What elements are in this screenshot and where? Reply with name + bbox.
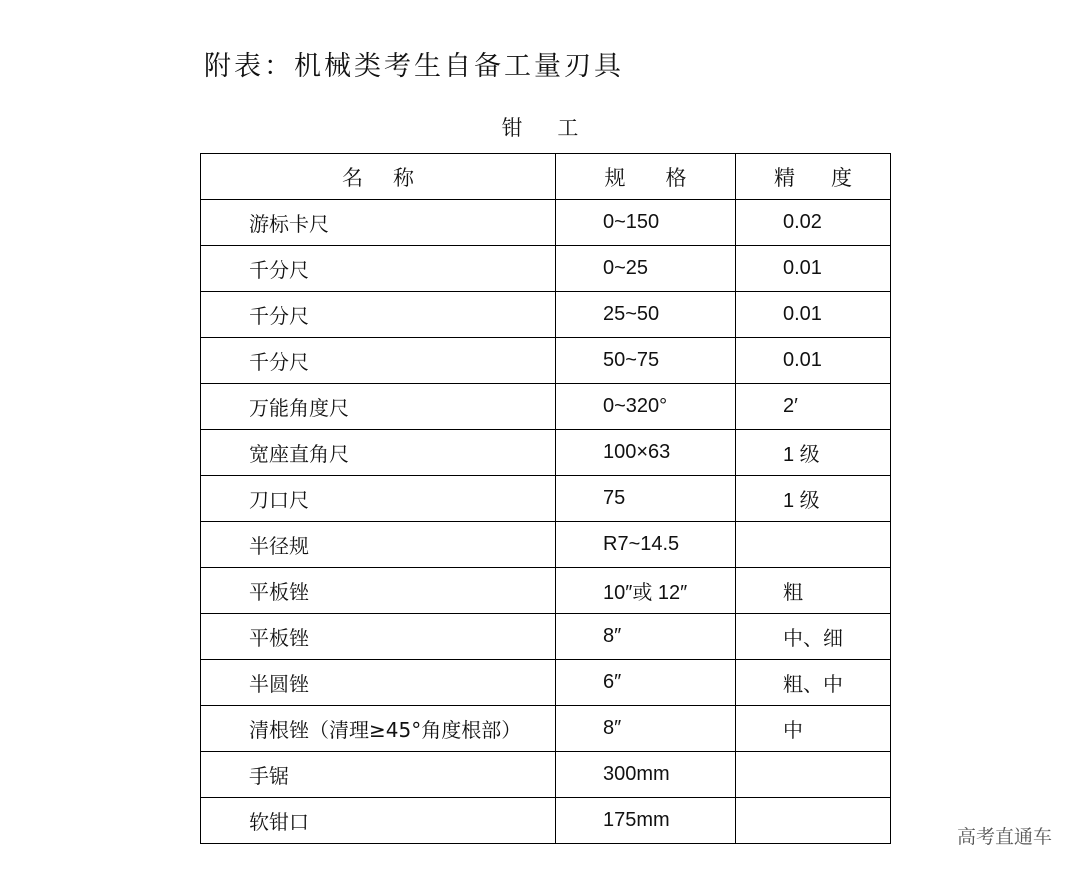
table-row xyxy=(201,798,891,844)
watermark-text: 高考直通车 xyxy=(956,826,1052,848)
cell-name: 半圆锉 xyxy=(201,660,556,706)
cell-spec: 0~150 xyxy=(556,200,736,246)
cell-name: 千分尺 xyxy=(201,292,556,338)
cell-name: 万能角度尺 xyxy=(201,384,556,430)
cell-spec: 100×63 xyxy=(556,430,736,476)
cell-precision: 粗 xyxy=(736,568,891,614)
table-row xyxy=(201,292,891,338)
table-row xyxy=(201,752,891,798)
table-row xyxy=(201,706,891,752)
cell-name: 千分尺 xyxy=(201,246,556,292)
cell-name: 软钳口 xyxy=(201,798,556,844)
cell-spec: 50~75 xyxy=(556,338,736,384)
document-title: 附表：机械类考生自备工量刃具 xyxy=(204,51,624,82)
cell-spec: 175mm xyxy=(556,798,736,844)
cell-spec: 10″或 12″ xyxy=(556,568,736,614)
tools-table xyxy=(200,153,891,844)
cell-precision: 0.01 xyxy=(736,338,891,384)
table-row xyxy=(201,568,891,614)
table-row xyxy=(201,200,891,246)
header-precision: 精度 xyxy=(736,154,891,200)
cell-spec: R7~14.5 xyxy=(556,522,736,568)
cell-spec: 6″ xyxy=(556,660,736,706)
table-body xyxy=(201,200,891,844)
cell-spec: 8″ xyxy=(556,706,736,752)
cell-precision: 中 xyxy=(736,706,891,752)
cell-precision: 粗、中 xyxy=(736,660,891,706)
cell-spec: 25~50 xyxy=(556,292,736,338)
cell-name: 平板锉 xyxy=(201,568,556,614)
section-title: 钳 工 xyxy=(501,116,593,140)
cell-precision: 0.01 xyxy=(736,246,891,292)
header-name: 名称 xyxy=(201,154,556,200)
table-row xyxy=(201,476,891,522)
cell-name: 平板锉 xyxy=(201,614,556,660)
table-row xyxy=(201,614,891,660)
cell-name: 宽座直角尺 xyxy=(201,430,556,476)
cell-spec: 0~320° xyxy=(556,384,736,430)
cell-spec: 0~25 xyxy=(556,246,736,292)
cell-precision: 0.02 xyxy=(736,200,891,246)
table-row xyxy=(201,430,891,476)
cell-precision: 1 级 xyxy=(736,430,891,476)
cell-precision xyxy=(736,752,891,798)
header-spec: 规格 xyxy=(556,154,736,200)
cell-precision xyxy=(736,522,891,568)
cell-name: 手锯 xyxy=(201,752,556,798)
cell-spec: 75 xyxy=(556,476,736,522)
cell-name: 刀口尺 xyxy=(201,476,556,522)
cell-spec: 8″ xyxy=(556,614,736,660)
table-row xyxy=(201,384,891,430)
cell-name: 清根锉（清理≥45°角度根部） xyxy=(201,706,556,752)
table-row xyxy=(201,338,891,384)
cell-precision: 1 级 xyxy=(736,476,891,522)
table-row xyxy=(201,522,891,568)
cell-spec: 300mm xyxy=(556,752,736,798)
cell-name: 半径规 xyxy=(201,522,556,568)
cell-name: 千分尺 xyxy=(201,338,556,384)
cell-precision: 2′ xyxy=(736,384,891,430)
cell-name: 游标卡尺 xyxy=(201,200,556,246)
table-row xyxy=(201,246,891,292)
cell-precision xyxy=(736,798,891,844)
cell-precision: 中、细 xyxy=(736,614,891,660)
cell-precision: 0.01 xyxy=(736,292,891,338)
table-header-row xyxy=(201,154,891,200)
table-row xyxy=(201,660,891,706)
